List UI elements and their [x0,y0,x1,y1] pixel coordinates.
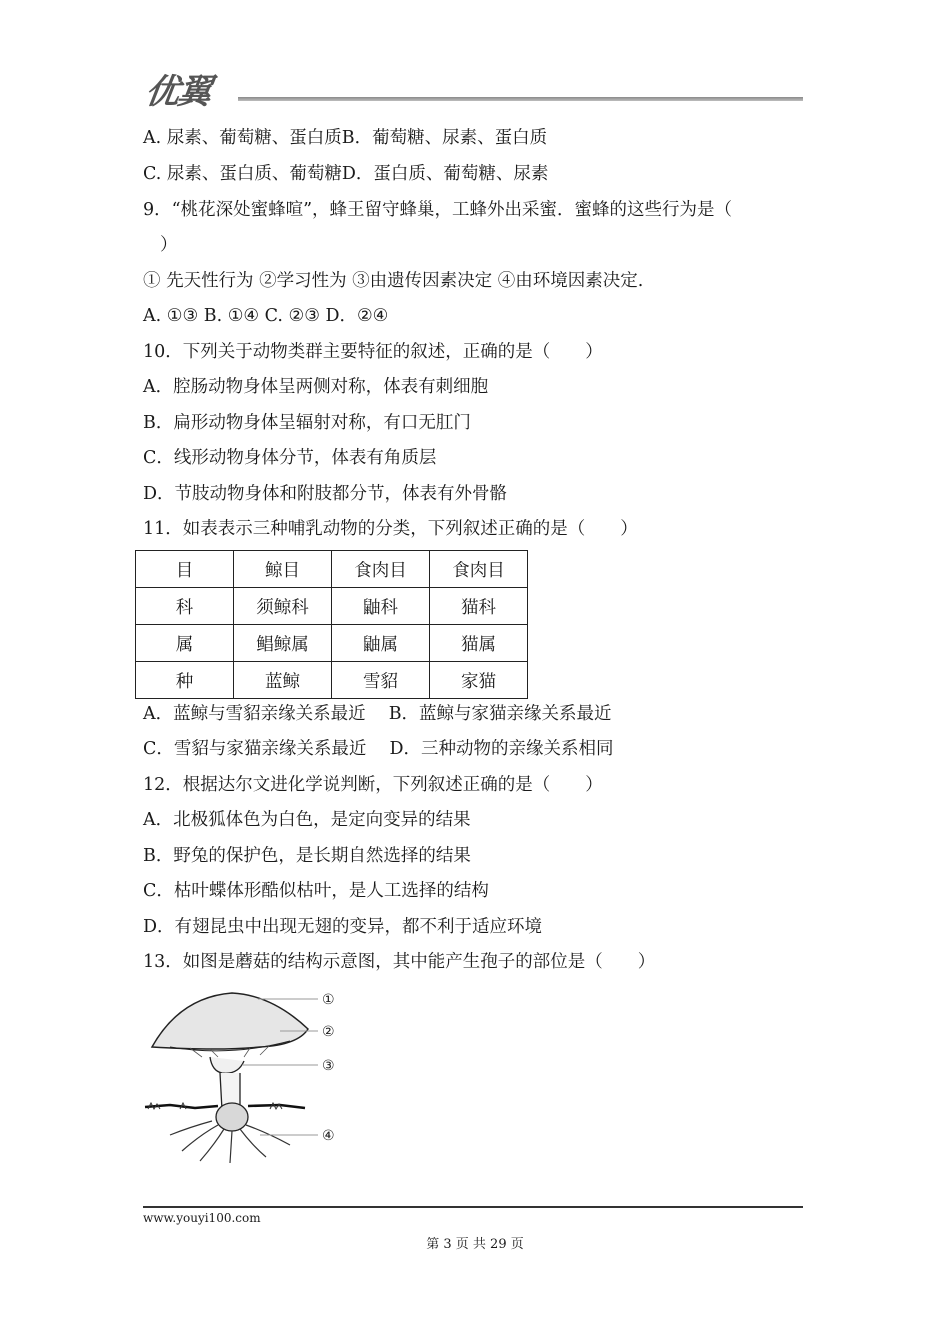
q12-option-a: A．北极狐体色为白色，是定向变异的结果 [143,810,471,830]
q12-option-d: D．有翅昆虫中出现无翅的变异，都不利于适应环境 [143,917,543,937]
q9-stem-end: ） [160,235,178,255]
q12-stem: 12．根据达尔文进化学说判断，下列叙述正确的是（ ） [143,775,603,795]
mushroom-illustration [140,985,360,1175]
table-cell: 蓝鲸 [234,662,332,699]
q10-stem: 10．下列关于动物类群主要特征的叙述，正确的是（ ） [143,342,603,362]
table-cell: 猫科 [430,588,528,625]
table-cell: 须鲸科 [234,588,332,625]
classification-table [135,550,528,699]
q11-stem: 11．如表表示三种哺乳动物的分类，下列叙述正确的是（ ） [143,519,638,539]
table-cell: 目 [136,551,234,588]
table-cell: 种 [136,662,234,699]
table-cell: 食肉目 [332,551,430,588]
header-rule [238,97,803,101]
page-header [142,62,803,112]
table-cell: 猫属 [430,625,528,662]
label-2: ② [322,1024,335,1040]
table-cell: 食肉目 [430,551,528,588]
q9-statements: ① 先天性行为 ②学习性为 ③由遗传因素决定 ④由环境因素决定. [143,271,644,291]
label-1: ① [322,992,335,1008]
table-cell: 鼬属 [332,625,430,662]
table-cell: 家猫 [430,662,528,699]
q9-options: A. ①③ B. ①④ C. ②③ D．②④ [143,306,389,326]
q9-stem: 9．“桃花深处蜜蜂喧”，蜂王留守蜂巢，工蜂外出采蜜．蜜蜂的这些行为是（ [143,200,733,220]
q10-option-c: C．线形动物身体分节，体表有角质层 [143,448,437,468]
table-cell: 鲸目 [234,551,332,588]
page-number: 第 3 页 共 29 页 [426,1237,524,1252]
table-cell: 鼬科 [332,588,430,625]
table-row [136,588,528,625]
q10-option-d: D．节肢动物身体和附肢都分节，体表有外骨骼 [143,484,508,504]
table-cell: 雪貂 [332,662,430,699]
table-row [136,625,528,662]
table-cell: 属 [136,625,234,662]
brand-logo: 优翼 [142,72,213,112]
footer-rule [143,1206,803,1208]
q8-options-ab: A. 尿素、葡萄糖、蛋白质B．葡萄糖、尿素、蛋白质 [143,128,548,148]
label-3: ③ [322,1058,335,1074]
table-cell: 科 [136,588,234,625]
table-cell: 鲳鲸属 [234,625,332,662]
table-row [136,551,528,588]
q10-option-b: B．扁形动物身体呈辐射对称，有口无肛门 [143,413,471,433]
q12-option-b: B．野兔的保护色，是长期自然选择的结果 [143,846,471,866]
q8-options-cd: C. 尿素、蛋白质、葡萄糖D．蛋白质、葡萄糖、尿素 [143,164,549,184]
q13-stem: 13．如图是蘑菇的结构示意图，其中能产生孢子的部位是（ ） [143,952,656,972]
q11-options-ab: A．蓝鲸与雪貂亲缘关系最近 B．蓝鲸与家猫亲缘关系最近 [143,704,612,724]
q12-option-c: C．枯叶蝶体形酷似枯叶，是人工选择的结构 [143,881,489,901]
q11-options-cd: C．雪貂与家猫亲缘关系最近 D．三种动物的亲缘关系相同 [143,739,614,759]
label-4: ④ [322,1128,335,1144]
q10-option-a: A．腔肠动物身体呈两侧对称，体表有刺细胞 [143,377,489,397]
mushroom-diagram [140,985,360,1175]
table-row [136,662,528,699]
footer-url: www.youyi100.com [143,1211,261,1225]
